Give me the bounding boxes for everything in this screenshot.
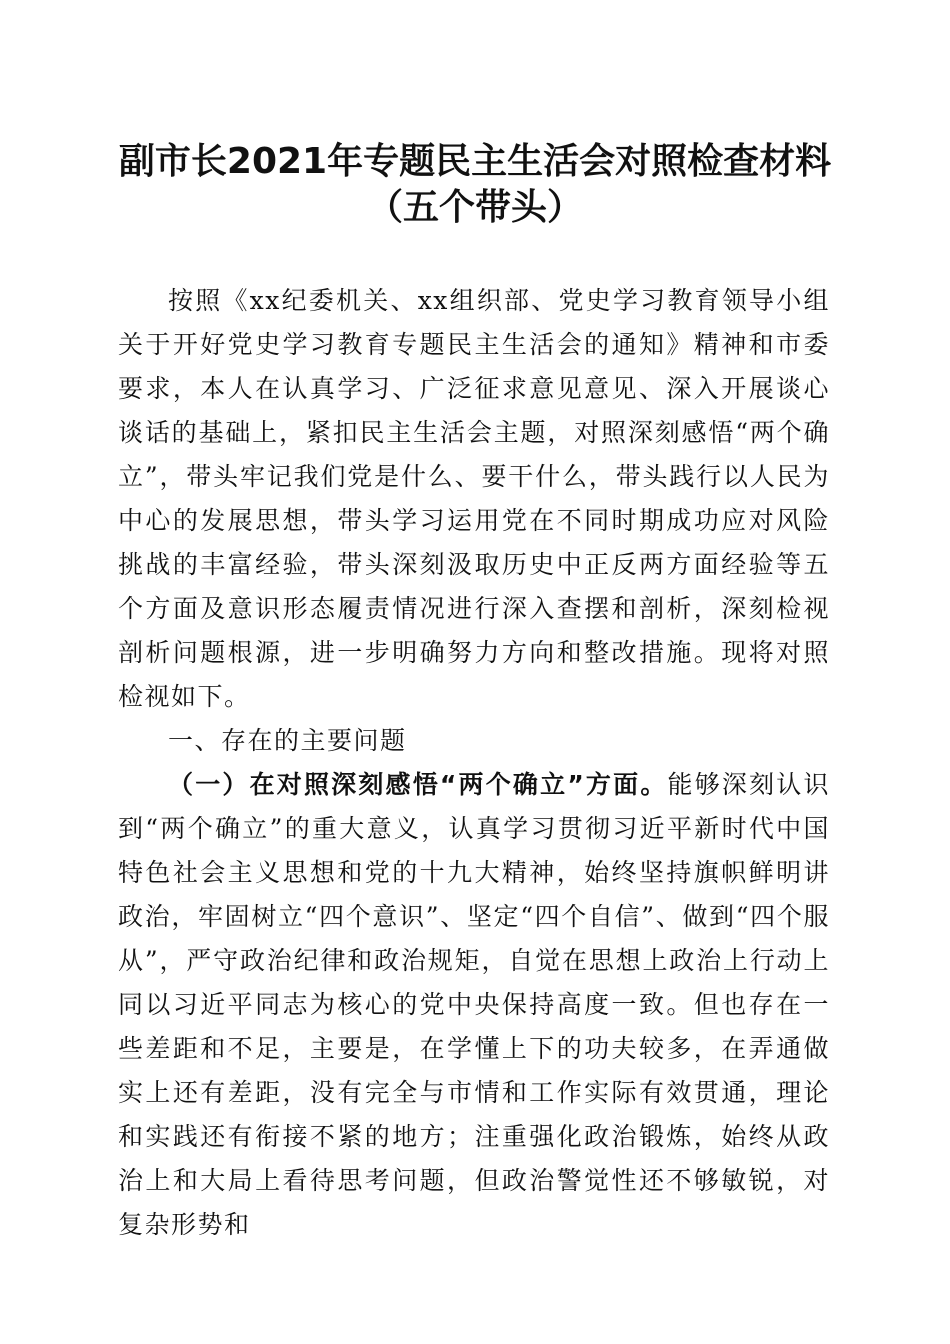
section-heading: 一、存在的主要问题 [168,726,407,755]
document-title: 副市长2021年专题民主生活会对照检查材料 [118,141,832,182]
subsection-text: 能够深刻认识到“两个确立”的重大意义，认真学习贯彻习近平新时代中国特色社会主义思想和党的十九大精神，始终坚持旗帜鲜明讲政治，牢固树立“四个意识”、坚定“四个自信”、做到“四个服从”，严守政治纪律和政治规矩，自觉在思想上政治上行动上同以习近平同志为核心的党中央保持高度一致。但也存在一些差距和不足，主要是，在学懂上下的功夫较多，在弄通做实上还有差距，没有完全与市情和工作实际有效贯通，理论和实践还有衔接不紧的地方；注重强化政治锻炼，始终从政治上和大局上看待思考问题，但政治警觉性还不够敏锐，对复杂形势和 [118,770,830,1239]
document-subtitle: （五个带头） [366,187,583,228]
document-body [118,279,830,1247]
intro-paragraph: 按照《xx纪委机关、xx组织部、党史学习教育领导小组关于开好党史学习教育专题民主生活会的通知》精神和市委要求，本人在认真学习、广泛征求意见意见、深入开展谈心谈话的基础上，紧扣民主生活会主题，对照深刻感悟“两个确立”，带头牢记我们党是什么、要干什么，带头践行以人民为中心的发展思想，带头学习运用党在不同时期成功应对风险挑战的丰富经验，带头深刻汲取历史中正反两方面经验等五个方面及意识形态履责情况进行深入查摆和剖析，深刻检视剖析问题根源，进一步明确努力方向和整改措施。现将对照检视如下。 [118,286,830,711]
subsection-heading: （一）在对照深刻感悟“两个确立”方面。 [168,770,668,799]
subsection-paragraph [118,763,830,1247]
